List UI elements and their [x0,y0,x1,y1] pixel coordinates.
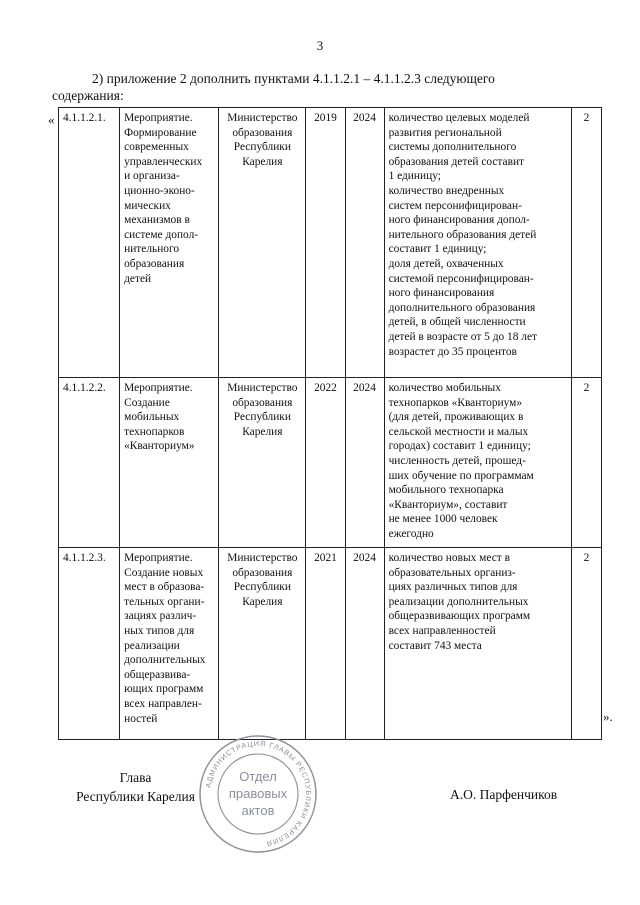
expected-result-line: составит 743 места [388,639,482,652]
measure-name-line: Формирование [124,126,197,139]
expected-result-line: (для детей, проживающих в [388,411,524,424]
year-start: 2019 [306,108,345,378]
year-end: 2024 [345,108,384,378]
measure-name-line: мобильных [124,411,180,424]
task-reference: 2 [571,108,601,378]
expected-result-line: возрастет до 35 процентов [388,345,517,358]
task-reference: 2 [571,548,601,740]
stamp-center-line: Отдел [239,769,277,784]
responsible-org-line: Республики [233,581,291,594]
expected-result-line: ного финансирования [388,287,495,300]
measure-name-line: всех направлен- [124,697,202,710]
table-row [59,108,602,378]
expected-result [384,108,571,378]
expected-result-line: системы дополнительного [388,141,517,154]
expected-result-line: мобильного технопарка [388,484,504,497]
responsible-org-line: образования [232,566,293,579]
year-end: 2024 [345,378,384,548]
stamp-ring-text: АДМИНИСТРАЦИЯ ГЛАВЫ РЕСПУБЛИКИ КАРЕЛИЯ [203,738,314,849]
responsible-org-line: Карелия [242,425,283,438]
intro-line-2: содержания: [52,88,124,103]
expected-result-line: нительного образования детей [388,228,537,241]
opening-quote: « [48,112,55,127]
responsible-org-line: Министерство [227,552,298,564]
measure-name-line: механизмов в [124,214,190,227]
responsible-org-line: Республики [233,141,291,154]
signatory-title-line-2: Республики Карелия [76,789,195,804]
expected-result-line: детей в возрасте от 5 до 18 лет [388,330,538,343]
responsible-org-line: Карелия [242,155,283,168]
measure-name-line: мических [124,199,171,212]
measure-name-line: нительного [124,243,180,256]
measure-name-line: ционно-эконо- [124,184,195,197]
expected-result-line: количество мобильных [388,382,501,394]
year-start: 2021 [306,548,345,740]
stamp-center-line: актов [241,803,275,818]
page-number: 3 [316,38,324,53]
measure-name-line: системе допол- [124,228,199,241]
expected-result [384,378,571,548]
measures-table [58,107,602,740]
measure-name [120,378,219,548]
responsible-org [219,378,306,548]
expected-result-line: образовательных организ- [388,566,516,579]
expected-result-line: общеразвивающих программ [388,610,531,623]
measure-name-line: технопарков [124,425,185,438]
measure-name-line: образования [124,257,185,270]
measure-name-line: общеразвива- [124,668,191,681]
expected-result-line: развития региональной [388,126,502,139]
expected-result-line: образования детей составит [388,155,525,168]
task-reference: 2 [571,378,601,548]
measure-name-line: ностей [124,712,158,725]
expected-result-line: циях различных типов для [388,581,518,594]
measure-name-line: дополнительных [124,654,206,667]
expected-result-line: количество внедренных [388,184,505,197]
table-row [59,548,602,740]
measure-name-line: мест в образова- [124,581,205,594]
legal-department-stamp [197,733,319,855]
measure-name-line: Мероприятие. [124,382,193,394]
year-end: 2024 [345,548,384,740]
measure-name-line: и организа- [124,170,180,183]
measure-name-line: зациях различ- [124,610,197,623]
measure-name-line: ных типов для [124,624,195,637]
stamp-center-line: правовых [228,786,288,801]
expected-result-line: не менее 1000 человек [388,513,498,526]
expected-result-line: количество целевых моделей [388,112,530,124]
intro-line-1: 2) приложение 2 дополнить пунктами 4.1.1.2.1 – 4.1.1.2.3 следующего [92,71,495,86]
expected-result-line: ного финансирования допол- [388,214,530,227]
expected-result-line: систем персонифицирован- [388,199,522,212]
measure-name-line: детей [124,272,152,285]
responsible-org-line: Республики [233,411,291,424]
responsible-org-line: Министерство [227,382,298,394]
closing-quote: ». [603,709,613,724]
responsible-org-line: Министерство [227,112,298,124]
item-number: 4.1.1.2.3. [59,548,120,740]
expected-result-line: городах) составит 1 единицу; [388,440,531,453]
table-row [59,378,602,548]
expected-result-line: сельской местности и малых [388,425,529,438]
expected-result-line: системой персонифицирован- [388,272,534,285]
expected-result-line: реализации дополнительных [388,595,529,608]
measure-name-line: Мероприятие. [124,112,193,124]
expected-result [384,548,571,740]
signatory-title [68,768,203,806]
measure-name-line: ющих программ [124,683,204,696]
expected-result-line: технопарков «Кванториум» [388,396,523,409]
expected-result-line: дополнительного образования [388,301,536,314]
responsible-org-line: образования [232,396,293,409]
responsible-org-line: образования [232,126,293,139]
responsible-org [219,108,306,378]
expected-result-line: численность детей, прошед- [388,454,526,467]
signatory-title-line-1: Глава [119,770,152,785]
responsible-org [219,548,306,740]
intro-paragraph [52,70,597,104]
expected-result-line: доля детей, охваченных [388,257,504,270]
measure-name [120,108,219,378]
expected-result-line: 1 единицу; [388,170,441,183]
expected-result-line: детей, в общей численности [388,316,526,329]
expected-result-line: ших обучение по программам [388,469,534,482]
year-start: 2022 [306,378,345,548]
item-number: 4.1.1.2.2. [59,378,120,548]
expected-result-line: ежегодно [388,527,434,540]
expected-result-line: «Кванториум», составит [388,498,508,511]
measure-name-line: современных [124,141,189,154]
measure-name [120,548,219,740]
measure-name-line: реализации [124,639,180,652]
measure-name-line: управленческих [124,155,203,168]
expected-result-line: количество новых мест в [388,552,510,564]
measure-name-line: Мероприятие. [124,552,193,564]
measure-name-line: Создание новых [124,566,204,579]
expected-result-line: всех направленностей [388,624,496,637]
measure-name-line: тельных органи- [124,595,205,608]
measure-name-line: Создание [124,396,170,409]
responsible-org-line: Карелия [242,595,283,608]
measure-name-line: «Кванториум» [124,440,195,453]
expected-result-line: составит 1 единицу; [388,243,487,256]
signatory-name: А.О. Парфенчиков [450,787,558,802]
item-number: 4.1.1.2.1. [59,108,120,378]
